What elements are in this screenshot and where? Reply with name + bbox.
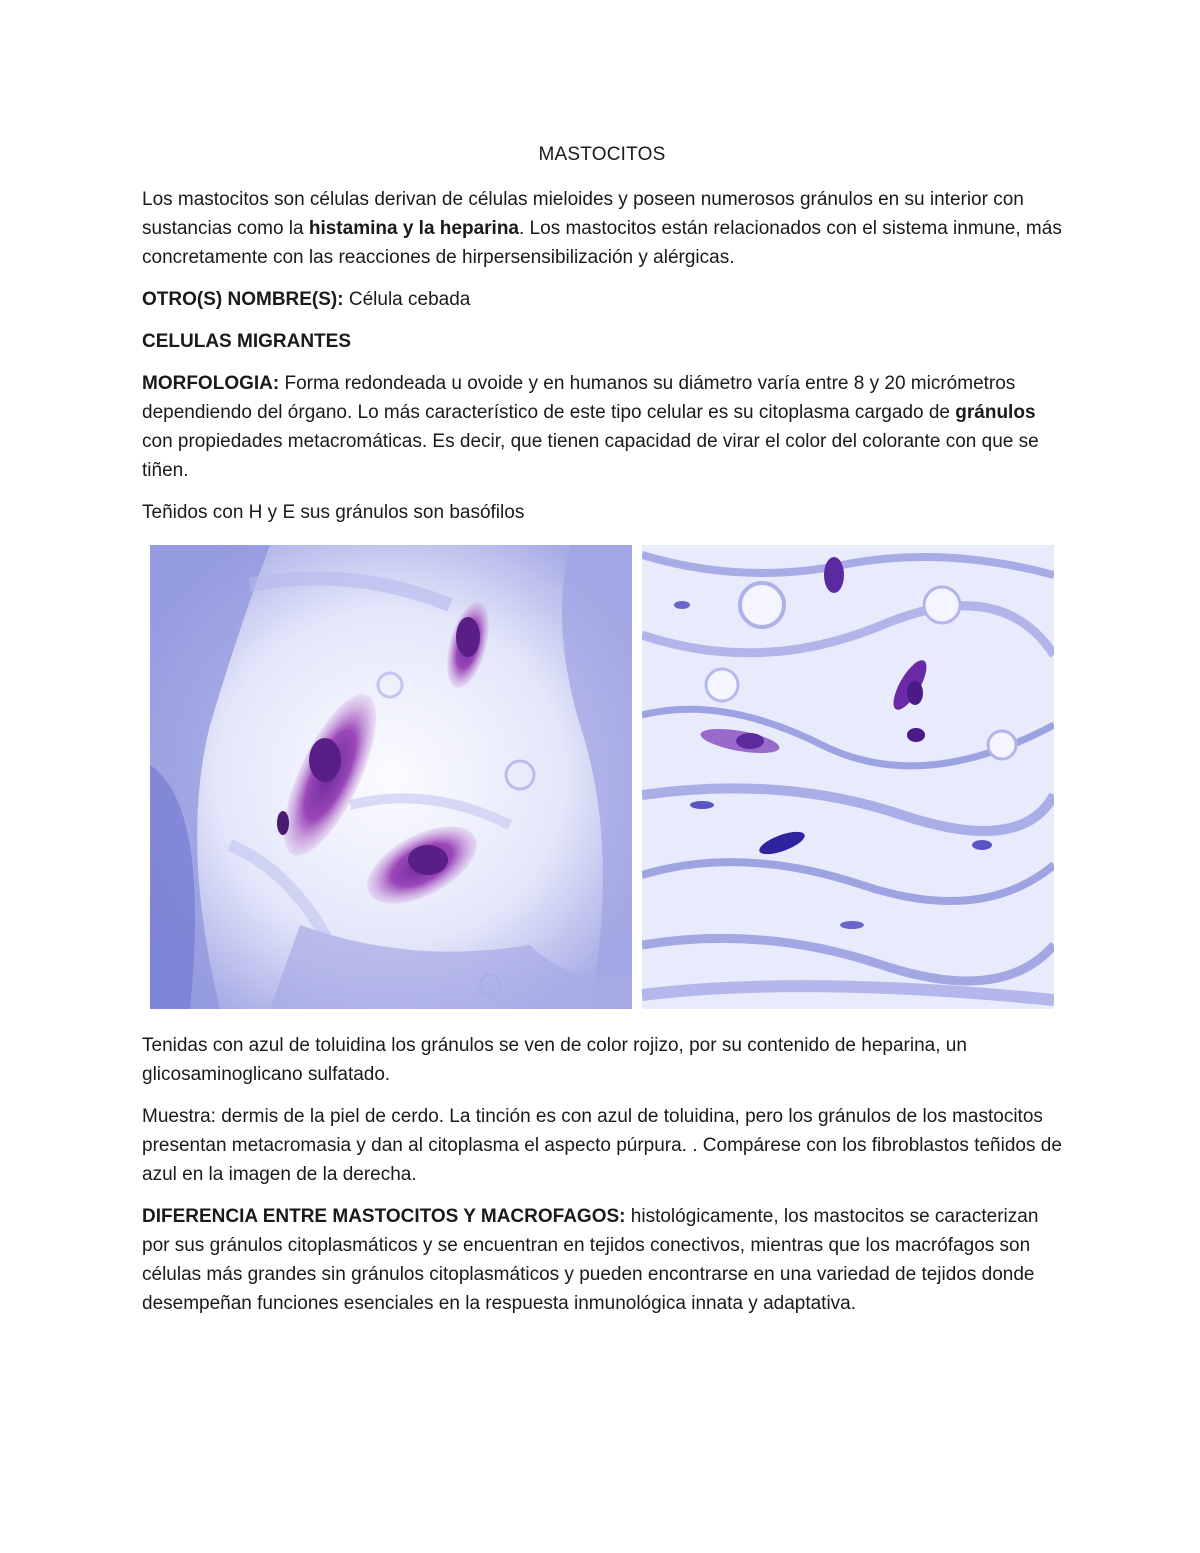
micrograph-right-image: [642, 545, 1054, 1009]
other-names-paragraph: [142, 285, 1062, 314]
difference-paragraph: [142, 1202, 1062, 1318]
sample-paragraph: Muestra: dermis de la piel de cerdo. La tinción es con azul de toluidina, pero los gránulos de los mastocitos presentan metacromasia y dan al citoplasma el aspecto púrpura. . Compárese con los fibroblastos teñidos de azul en la imagen de la derecha.: [142, 1106, 1062, 1185]
document-title: MASTOCITOS: [538, 144, 666, 165]
section-heading: CELULAS MIGRANTES: [142, 331, 351, 352]
micrograph-left-svg: [150, 545, 632, 1009]
other-names-value: Célula cebada: [343, 289, 471, 310]
micrograph-figure: [150, 545, 1054, 1009]
he-stain-paragraph: Teñidos con H y E sus gránulos son basófilos: [142, 502, 525, 523]
morphology-label: MORFOLOGIA:: [142, 373, 280, 394]
intro-bold: histamina y la heparina: [308, 218, 519, 239]
micrograph-left-image: [150, 545, 632, 1009]
difference-text: histológicamente, los mastocitos se caracterizan por sus gránulos citoplasmáticos y se encuentran en tejidos conectivos, mientras que los macrófagos son células más grandes sin gránulos citoplasmáticos y pueden encontrarse en una variedad de tejidos donde desempeñan funciones esenciales en la respuesta inmunológica innata y adaptativa.: [142, 1206, 1039, 1314]
morphology-text-1: Forma redondeada u ovoide y en humanos su diámetro varía entre 8 y 20 micrómetros dependiendo del órgano. Lo más característico de este tipo celular es su citoplasma cargado de: [142, 373, 1016, 423]
document-body: [142, 140, 1062, 1331]
difference-label: DIFERENCIA ENTRE MASTOCITOS Y MACROFAGOS:: [142, 1206, 626, 1227]
intro-paragraph: [142, 185, 1062, 272]
section-heading-paragraph: [142, 327, 1062, 356]
morphology-bold: gránulos: [955, 402, 1036, 423]
toluidine-paragraph: Tenidas con azul de toluidina los gránulos se ven de color rojizo, por su contenido de heparina, un glicosaminoglicano sulfatado.: [142, 1035, 967, 1085]
morphology-text-2: con propiedades metacromáticas. Es decir, que tienen capacidad de virar el color del colorante con que se tiñen.: [142, 431, 1039, 481]
morphology-paragraph: [142, 369, 1062, 485]
other-names-label: OTRO(S) NOMBRE(S):: [142, 289, 344, 310]
intro-text-1: Los mastocitos son células derivan de células mieloides y poseen numerosos gránulos en su interior con sustancias como la: [142, 189, 1024, 239]
micrograph-right-svg: [642, 545, 1054, 1009]
intro-text-2: . Los mastocitos están relacionados con el sistema inmune, más concretamente con las reacciones de hirpersensibilización y alérgicas.: [142, 218, 1062, 268]
